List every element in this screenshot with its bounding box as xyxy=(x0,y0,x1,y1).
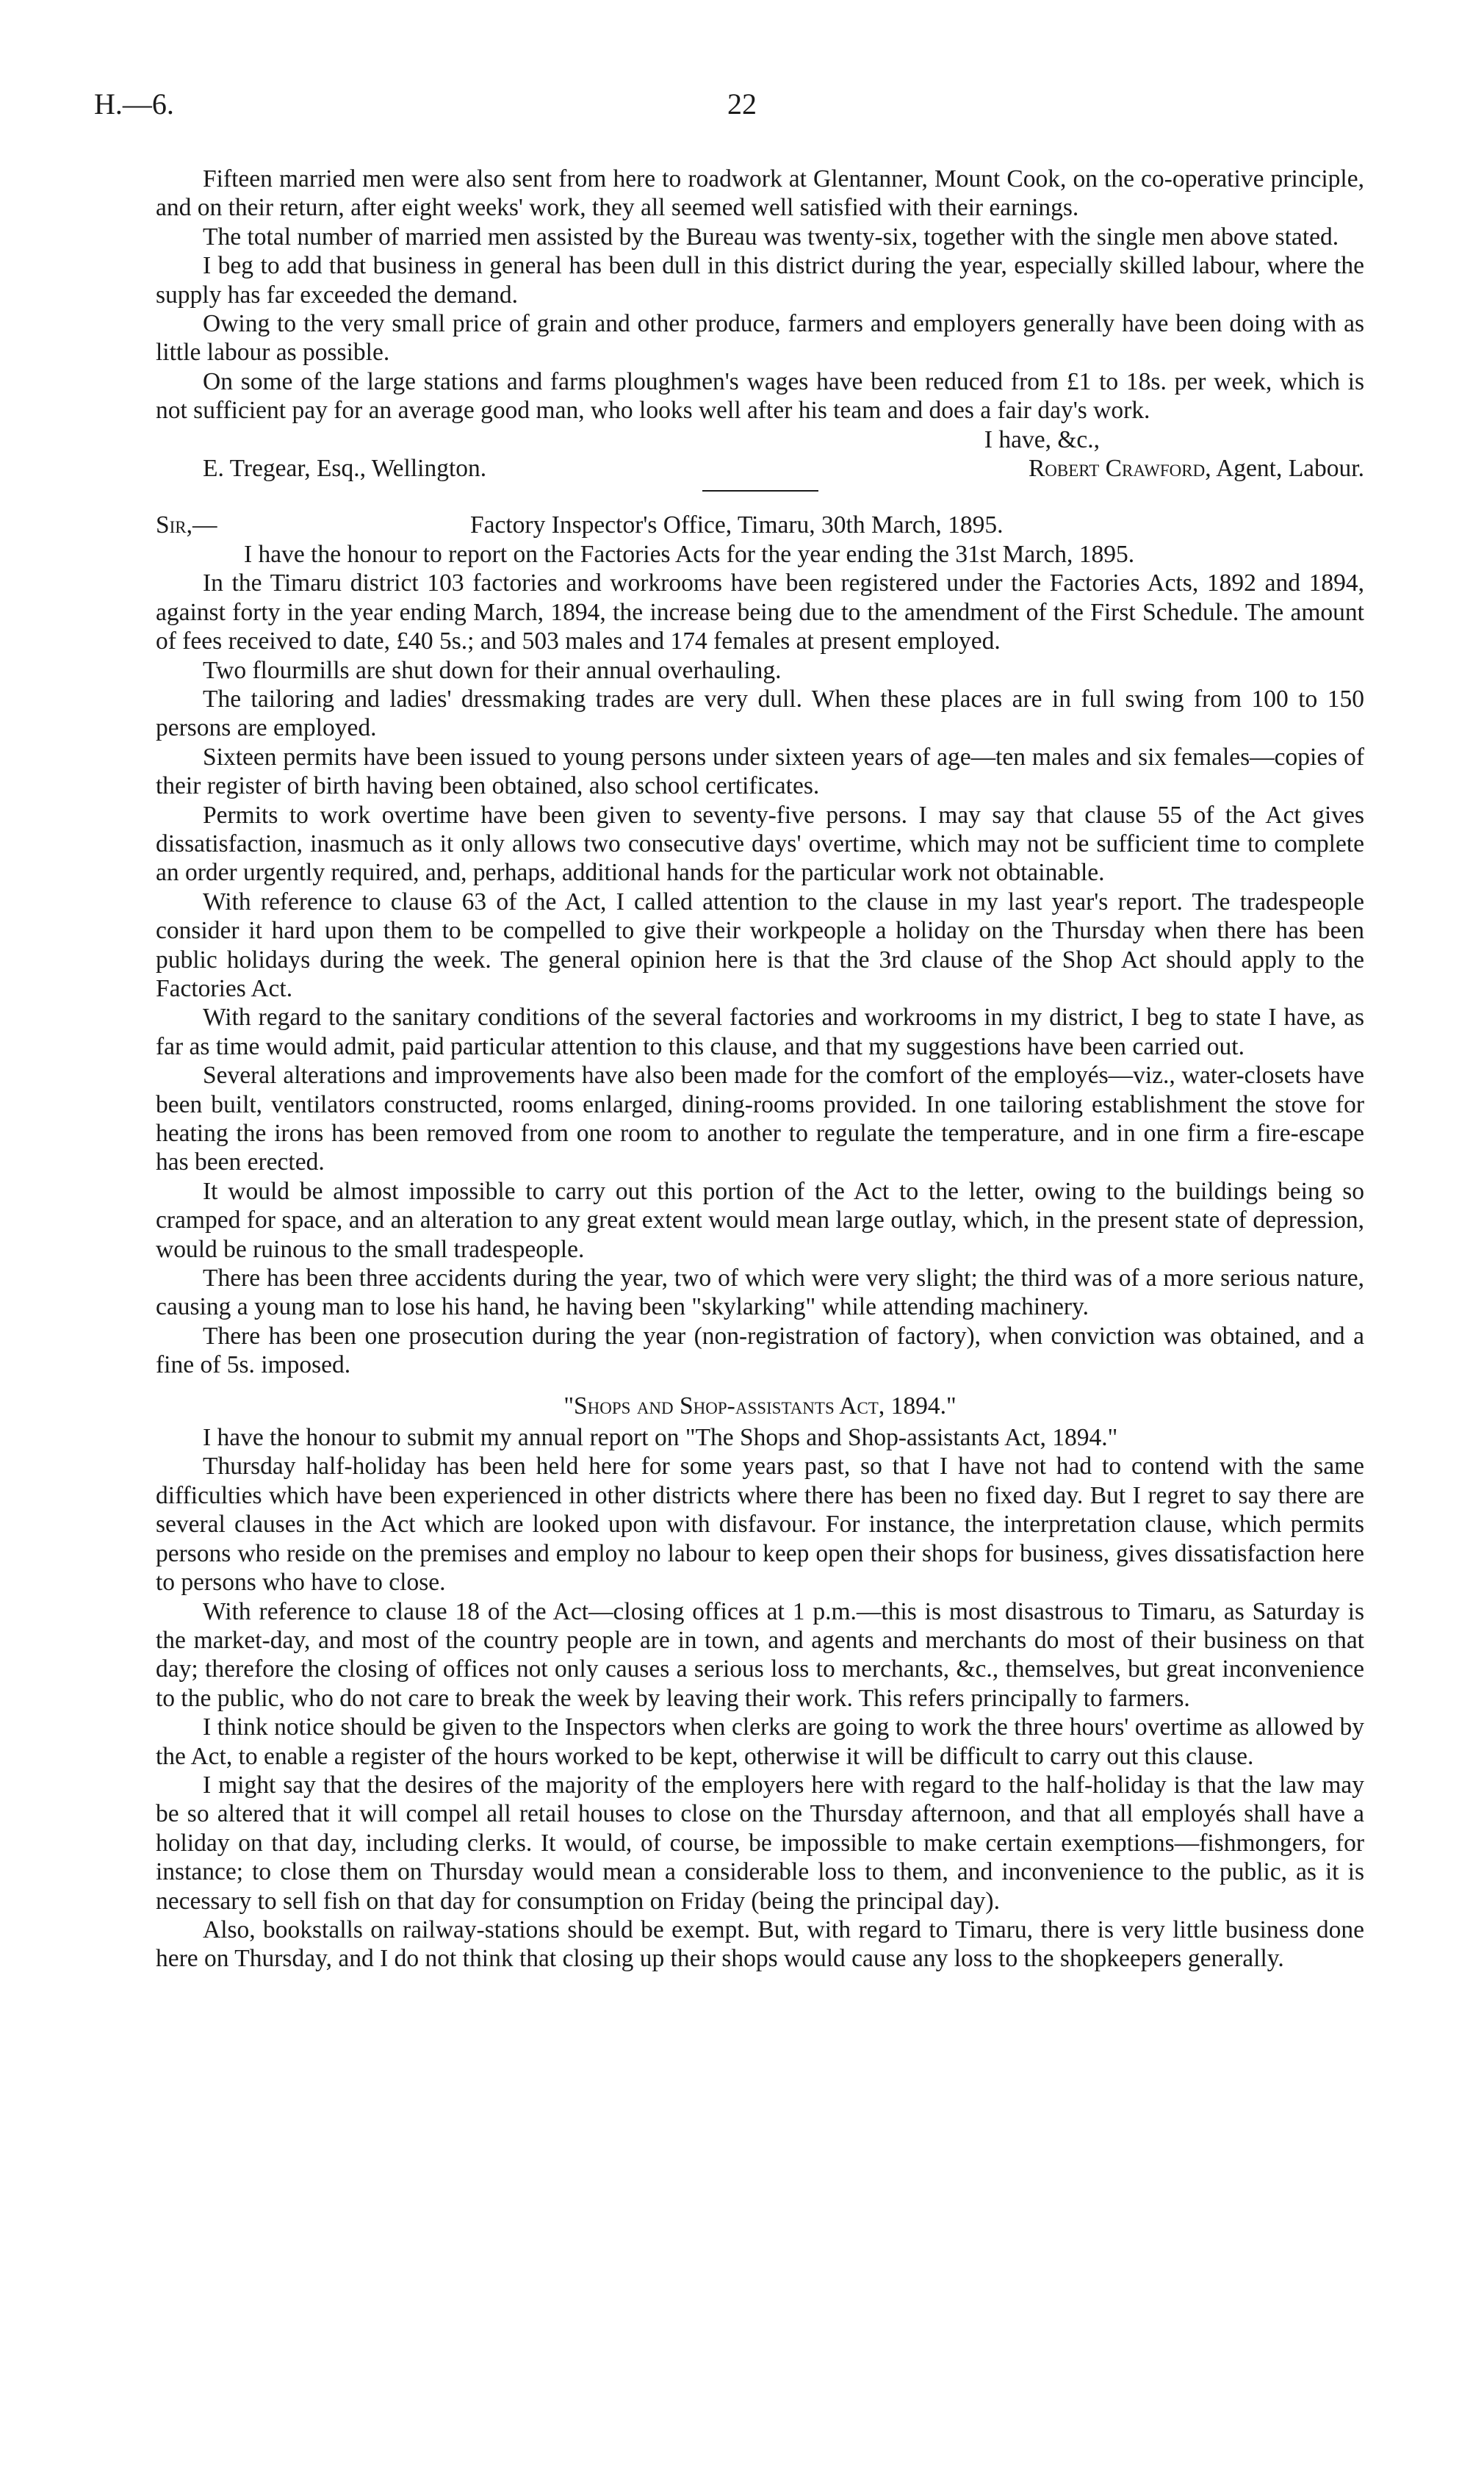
running-header xyxy=(94,87,1390,131)
paragraph: Also, bookstalls on railway-stations should be exempt. But, with regard to Timaru, there is very little business done here on Thursday, and I do not think that closing up their shops would cause any loss to the shopkeepers generally. xyxy=(156,1916,1364,1973)
paragraph: It would be almost impossible to carry out this portion of the Act to the letter, owing to the buildings being so cramped for space, and an alteration to any great extent would mean large outlay, which, in the present state of depression, would be ruinous to the small tradespeople. xyxy=(156,1177,1364,1263)
paragraph: I beg to add that business in general has been dull in this district during the year, especially skilled labour, where the supply has far exceeded the demand. xyxy=(156,252,1364,309)
paragraph: There has been three accidents during the year, two of which were very slight; the third was of a more serious nature, causing a young man to lose his hand, he having been "skylarking" while attending machinery. xyxy=(156,1265,1364,1321)
section-divider xyxy=(702,490,818,492)
document-id: H.—6. xyxy=(94,87,174,120)
section-heading: "Shops and Shop-assistants Act, 1894." xyxy=(563,1392,957,1420)
paragraph: The tailoring and ladies' dressmaking trades are very dull. When these places are in full swing from 100 to 150 persons are employed. xyxy=(156,685,1364,742)
paragraph: Permits to work overtime have been given to seventy-five persons. I may say that clause 55 of the Act gives dissatisfaction, inasmuch as it only allows two consecutive days' overtime, which may not be sufficient time to complete an order urgently required, and, perhaps, additional hands for the particular work not obtainable. xyxy=(156,801,1364,887)
paragraph: With reference to clause 63 of the Act, I called attention to the clause in my last year's report. The tradespeople consider it hard upon them to be compelled to give their workpeople a holiday on the Thursday when there has been public holidays during the week. The general opinion here is that the 3rd clause of the Shop Act should apply to the Factories Act. xyxy=(156,888,1364,1002)
addressee: E. Tregear, Esq., Wellington. xyxy=(203,455,487,483)
signatory-name: Robert Crawford xyxy=(1028,455,1206,483)
paragraph: Owing to the very small price of grain and other produce, farmers and employers generally have been doing with as little labour as possible. xyxy=(156,310,1364,367)
paragraph: I have the honour to submit my annual report on "The Shops and Shop-assistants Act, 1894." xyxy=(203,1424,1118,1452)
signatory xyxy=(1029,454,1364,483)
paragraph: With regard to the sanitary conditions of the several factories and workrooms in my district, I beg to state I have, as far as time would admit, paid particular attention to this clause, and that my suggestions have been carried out. xyxy=(156,1004,1364,1060)
letterhead xyxy=(156,511,1364,539)
closing-phrase: I have, &c., xyxy=(984,425,1100,453)
paragraph: With reference to clause 18 of the Act—closing offices at 1 p.m.—this is most disastrous to Timaru, as Saturday is the market-day, and most of the country people are in town, and agents and merchants do most of their business on that day; therefore the closing of offices not only causes a serious loss to merchants, &c., themselves, but great inconvenience to the public, who do not care to break the week by leaving their work. This refers principally to farmers. xyxy=(156,1597,1364,1712)
paragraph: Fifteen married men were also sent from here to roadwork at Glentanner, Mount Cook, on the co-operative principle, and on their return, after eight weeks' work, they all seemed well satisfied with their earnings. xyxy=(156,165,1364,222)
paragraph: I think notice should be given to the Inspectors when clerks are going to work the three hours' overtime as allowed by the Act, to enable a register of the hours worked to be kept, otherwise it will be difficult to carry out this clause. xyxy=(156,1713,1364,1770)
salutation: Sir,— xyxy=(156,511,217,539)
paragraph: The total number of married men assisted by the Bureau was twenty-six, together with the single men above stated. xyxy=(203,223,1339,251)
paragraph: Two flourmills are shut down for their annual overhauling. xyxy=(203,656,782,684)
paragraph: Thursday half-holiday has been held here for some years past, so that I have not had to contend with the same difficulties which have been experienced in other districts where there has been no fixed day. But I regret to say there are several clauses in the Act which are looked upon with disfavour. For instance, the interpretation clause, which permits persons who reside on the premises and employ no labour to keep open their shops for business, gives dissatisfaction here to persons who have to close. xyxy=(156,1453,1364,1597)
paragraph: Sixteen permits have been issued to young persons under sixteen years of age—ten males and six females—copies of their register of birth having been obtained, also school certificates. xyxy=(156,743,1364,800)
signatory-title: , Agent, Labour. xyxy=(1205,455,1364,483)
closing-line xyxy=(156,425,1364,454)
paragraph: I might say that the desires of the majority of the employers here with regard to the half-holiday is that the law may be so altered that it will compel all retail houses to close on the Thursday afternoon, and that all employés shall have a holiday on that day, including clerks. It would, of course, be impossible to make certain exemptions—fishmongers, for instance; to close them on Thursday would mean a considerable loss to them, and inconvenience to the public, as it is necessary to sell fish on that day for consumption on Friday (being the principal day). xyxy=(156,1771,1364,1915)
page-body xyxy=(156,165,1364,1974)
paragraph: In the Timaru district 103 factories and workrooms have been registered under the Factories Acts, 1892 and 1894, against forty in the year ending March, 1894, the increase being due to the amendment of the First Schedule. The amount of fees received to date, £40 5s.; and 503 males and 174 females at present employed. xyxy=(156,569,1364,655)
paragraph: Several alterations and improvements have also been made for the comfort of the employés—viz., water-closets have been built, ventilators constructed, rooms enlarged, dining-rooms provided. In one tailoring establishment the stove for heating the irons has been removed from one room to another to regulate the temperature, and in one firm a fire-escape has been erected. xyxy=(156,1062,1364,1176)
paragraph: On some of the large stations and farms ploughmen's wages have been reduced from £1 to 18s. per week, which is not sufficient pay for an average good man, who looks well after his team and does a fair day's work. xyxy=(156,367,1364,425)
paragraph: There has been one prosecution during the year (non-registration of factory), when conviction was obtained, and a fine of 5s. imposed. xyxy=(156,1322,1364,1379)
office-date-line: Factory Inspector's Office, Timaru, 30th March, 1895. xyxy=(470,511,1004,539)
page-number: 22 xyxy=(727,87,757,120)
paragraph: I have the honour to report on the Factories Acts for the year ending the 31st March, 1895. xyxy=(244,540,1135,568)
signature-block xyxy=(156,454,1364,483)
